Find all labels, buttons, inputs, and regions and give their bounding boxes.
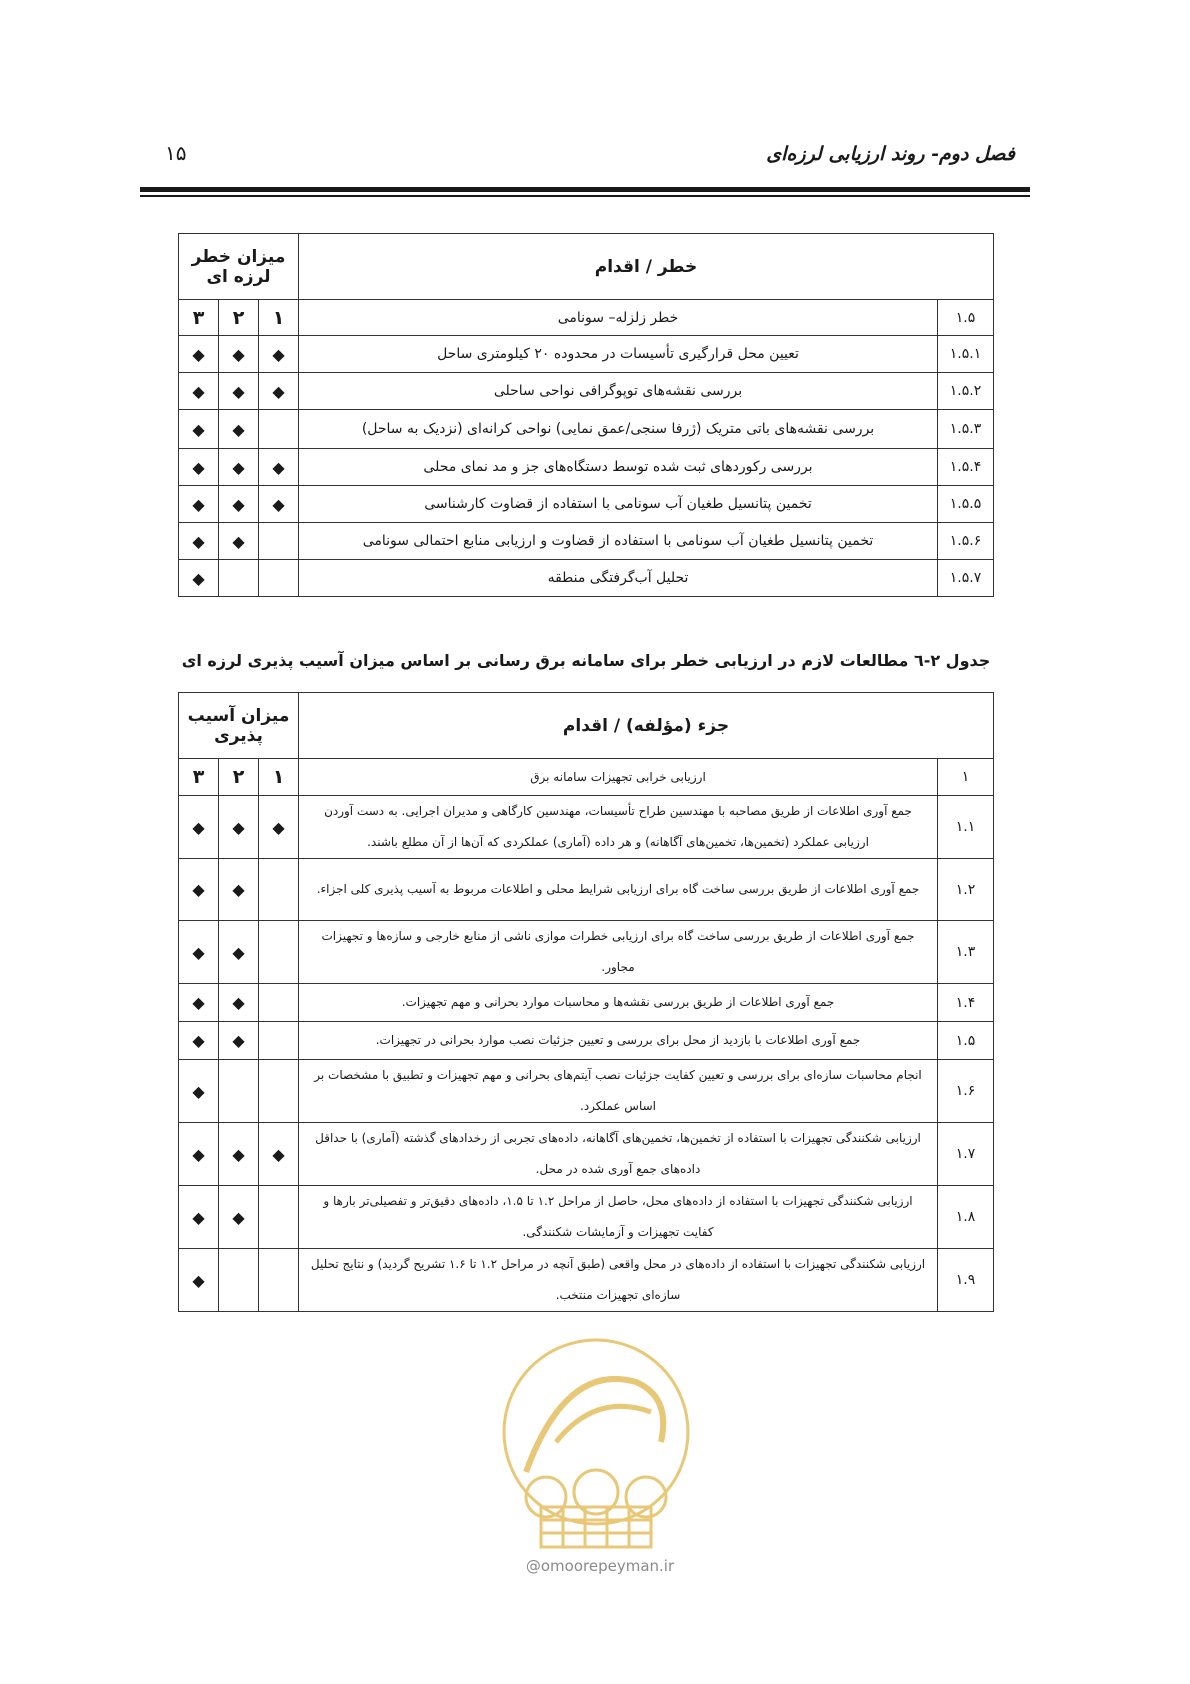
table-row — [179, 1060, 994, 1123]
action-header: خطر / اقدام — [299, 234, 994, 300]
row-number: ۱.۹ — [938, 1249, 994, 1312]
row-number: ۱.۶ — [938, 1060, 994, 1123]
diamond-mark-icon: ◆ — [219, 859, 259, 921]
row-number: ۱ — [938, 759, 994, 796]
diamond-mark-icon: ◆ — [179, 523, 219, 560]
diamond-mark-icon: ◆ — [179, 1186, 219, 1249]
table-row — [179, 1123, 994, 1186]
diamond-mark-icon: ◆ — [179, 1060, 219, 1123]
level-number: ۱ — [259, 759, 299, 796]
table-row — [179, 759, 994, 796]
seismic-hazard-table — [178, 233, 994, 597]
diamond-mark-icon: ◆ — [179, 1249, 219, 1312]
diamond-mark-icon — [259, 1022, 299, 1060]
table-row — [179, 921, 994, 984]
row-action: جمع آوری اطلاعات از طریق بررسی ساخت گاه برای ارزیابی شرایط محلی و اطلاعات مربوط به آسیب پذیری کلی اجزاء. — [299, 859, 938, 921]
page-number: ۱۵ — [165, 141, 187, 165]
row-number: ۱.۷ — [938, 1123, 994, 1186]
table-row — [179, 1022, 994, 1060]
level-number: ۳ — [179, 300, 219, 336]
diamond-mark-icon: ◆ — [219, 1022, 259, 1060]
diamond-mark-icon: ◆ — [259, 449, 299, 486]
diamond-mark-icon: ◆ — [179, 1022, 219, 1060]
level-number: ۱ — [259, 300, 299, 336]
row-number: ۱.۱ — [938, 796, 994, 859]
vulnerability-table — [178, 692, 994, 1312]
diamond-mark-icon: ◆ — [219, 486, 259, 523]
table-row — [179, 486, 994, 523]
row-action: تخمین پتانسیل طغیان آب سونامی با استفاده از قضاوت کارشناسی — [299, 486, 938, 523]
table-row — [179, 1186, 994, 1249]
chapter-title: فصل دوم- روند ارزیابی لرزه‌ای — [766, 143, 1015, 165]
row-number: ۱.۵.۲ — [938, 373, 994, 410]
diamond-mark-icon — [219, 1249, 259, 1312]
diamond-mark-icon — [219, 1060, 259, 1123]
diamond-mark-icon: ◆ — [219, 410, 259, 449]
diamond-mark-icon: ◆ — [179, 921, 219, 984]
diamond-mark-icon: ◆ — [179, 410, 219, 449]
level-number: ۲ — [219, 300, 259, 336]
row-number: ۱.۵ — [938, 300, 994, 336]
diamond-mark-icon: ◆ — [179, 859, 219, 921]
diamond-mark-icon — [259, 921, 299, 984]
diamond-mark-icon: ◆ — [219, 449, 259, 486]
diamond-mark-icon: ◆ — [219, 984, 259, 1022]
diamond-mark-icon: ◆ — [259, 336, 299, 373]
diamond-mark-icon — [259, 984, 299, 1022]
level-number: ۳ — [179, 759, 219, 796]
level-number: ۲ — [219, 759, 259, 796]
diamond-mark-icon: ◆ — [179, 1123, 219, 1186]
diamond-mark-icon: ◆ — [219, 921, 259, 984]
row-number: ۱.۲ — [938, 859, 994, 921]
level-header: میزان خطر لرزه ای — [179, 234, 299, 300]
table-row — [179, 859, 994, 921]
diamond-mark-icon: ◆ — [179, 984, 219, 1022]
table-row — [179, 449, 994, 486]
row-number: ۱.۵.۱ — [938, 336, 994, 373]
watermark-site: @omoorepeyman.ir — [525, 1557, 675, 1575]
row-number: ۱.۴ — [938, 984, 994, 1022]
row-action: جمع آوری اطلاعات از طریق بررسی ساخت گاه برای ارزیابی خطرات موازی ناشی از منابع خارجی و سازه‌ها و تجهیزات مجاور. — [299, 921, 938, 984]
table-row — [179, 373, 994, 410]
row-action: تخمین پتانسیل طغیان آب سونامی با استفاده از قضاوت و ارزیابی منابع احتمالی سونامی — [299, 523, 938, 560]
diamond-mark-icon: ◆ — [179, 560, 219, 597]
row-action: ارزیابی خرابی تجهیزات سامانه برق — [299, 759, 938, 796]
diamond-mark-icon: ◆ — [259, 1123, 299, 1186]
diamond-mark-icon: ◆ — [219, 796, 259, 859]
table-row — [179, 523, 994, 560]
diamond-mark-icon: ◆ — [179, 373, 219, 410]
diamond-mark-icon: ◆ — [219, 336, 259, 373]
level-header: میزان آسیب پذیری — [179, 693, 299, 759]
row-action: خطر زلزله– سونامی — [299, 300, 938, 336]
row-action: جمع آوری اطلاعات از طریق مصاحبه با مهندسین طراح تأسیسات، مهندسین کارگاهی و مدیران اجرایی. به دست آوردن ارزیابی عملکرد (تخمین‌ها، تخمین‌های آگاهانه) و هر داده (آماری) عملکردی که آن‌ها از آن مطلع باشند. — [299, 796, 938, 859]
table-row — [179, 796, 994, 859]
row-number: ۱.۵.۶ — [938, 523, 994, 560]
row-number: ۱.۳ — [938, 921, 994, 984]
row-action: ارزیابی شکنندگی تجهیزات با استفاده از داده‌های محل، حاصل از مراحل ۱.۲ تا ۱.۵، داده‌های دقیق‌تر و تفصیلی‌تر بارها و کفایت تجهیزات و آزمایشات شکنندگی. — [299, 1186, 938, 1249]
row-action: ارزیابی شکنندگی تجهیزات با استفاده از داده‌های در محل واقعی (طبق آنچه در مراحل ۱.۲ تا ۱.۶ تشریح گردید) و نتایج تحلیل سازه‌ای تجهیزات منتخب. — [299, 1249, 938, 1312]
table-row — [179, 336, 994, 373]
table-row — [179, 410, 994, 449]
at-icon: @ — [525, 1557, 541, 1575]
diamond-mark-icon: ◆ — [219, 1186, 259, 1249]
diamond-mark-icon: ◆ — [179, 336, 219, 373]
table-row — [179, 984, 994, 1022]
diamond-mark-icon — [259, 859, 299, 921]
row-action: انجام محاسبات سازه‌ای برای بررسی و تعیین کفایت جزئیات نصب آیتم‌های بحرانی و مهم تجهیزات و تطبیق با مشخصات بر اساس عملکرد. — [299, 1060, 938, 1123]
diamond-mark-icon: ◆ — [259, 373, 299, 410]
row-action: ارزیابی شکنندگی تجهیزات با استفاده از تخمین‌ها، تخمین‌های آگاهانه، داده‌های تجربی از رخدادهای گذشته (آماری) با حداقل داده‌های جمع آوری شده در محل. — [299, 1123, 938, 1186]
diamond-mark-icon: ◆ — [219, 1123, 259, 1186]
row-action: بررسی نقشه‌های باتی متریک (ژرفا سنجی/عمق نمایی) نواحی کرانه‌ای (نزدیک به ساحل) — [299, 410, 938, 449]
diamond-mark-icon — [219, 560, 259, 597]
diamond-mark-icon: ◆ — [219, 523, 259, 560]
action-header: جزء (مؤلفه) / اقدام — [299, 693, 994, 759]
table-row — [179, 300, 994, 336]
diamond-mark-icon: ◆ — [259, 486, 299, 523]
diamond-mark-icon: ◆ — [179, 449, 219, 486]
diamond-mark-icon: ◆ — [219, 373, 259, 410]
omoorepeyman-logo — [486, 1322, 706, 1562]
row-action: جمع آوری اطلاعات از طریق بررسی نقشه‌ها و محاسبات موارد بحرانی و مهم تجهیزات. — [299, 984, 938, 1022]
diamond-mark-icon — [259, 1249, 299, 1312]
diamond-mark-icon — [259, 410, 299, 449]
row-number: ۱.۸ — [938, 1186, 994, 1249]
row-number: ۱.۵ — [938, 1022, 994, 1060]
table-row — [179, 560, 994, 597]
diamond-mark-icon: ◆ — [179, 486, 219, 523]
diamond-mark-icon — [259, 1060, 299, 1123]
row-number: ۱.۵.۴ — [938, 449, 994, 486]
row-action: تحلیل آب‌گرفتگی منطقه — [299, 560, 938, 597]
diamond-mark-icon: ◆ — [259, 796, 299, 859]
row-number: ۱.۵.۵ — [938, 486, 994, 523]
header-rule-thin — [140, 195, 1030, 197]
diamond-mark-icon: ◆ — [179, 796, 219, 859]
diamond-mark-icon — [259, 560, 299, 597]
diamond-mark-icon — [259, 523, 299, 560]
row-action: تعیین محل قرارگیری تأسیسات در محدوده ۲۰ کیلومتری ساحل — [299, 336, 938, 373]
diamond-mark-icon — [259, 1186, 299, 1249]
table-row — [179, 1249, 994, 1312]
row-number: ۱.۵.۳ — [938, 410, 994, 449]
row-action: بررسی نقشه‌های توپوگرافی نواحی ساحلی — [299, 373, 938, 410]
row-number: ۱.۵.۷ — [938, 560, 994, 597]
row-action: بررسی رکوردهای ثبت شده توسط دستگاه‌های جز و مد نمای محلی — [299, 449, 938, 486]
table-caption: جدول ۲-٦ مطالعات لازم در ارزیابی خطر برای سامانه برق رسانی بر اساس میزان آسیب پذیری لرزه ای — [181, 651, 991, 670]
row-action: جمع آوری اطلاعات با بازدید از محل برای بررسی و تعیین جزئیات نصب موارد بحرانی در تجهیزات. — [299, 1022, 938, 1060]
header-rule-thick — [140, 187, 1030, 192]
